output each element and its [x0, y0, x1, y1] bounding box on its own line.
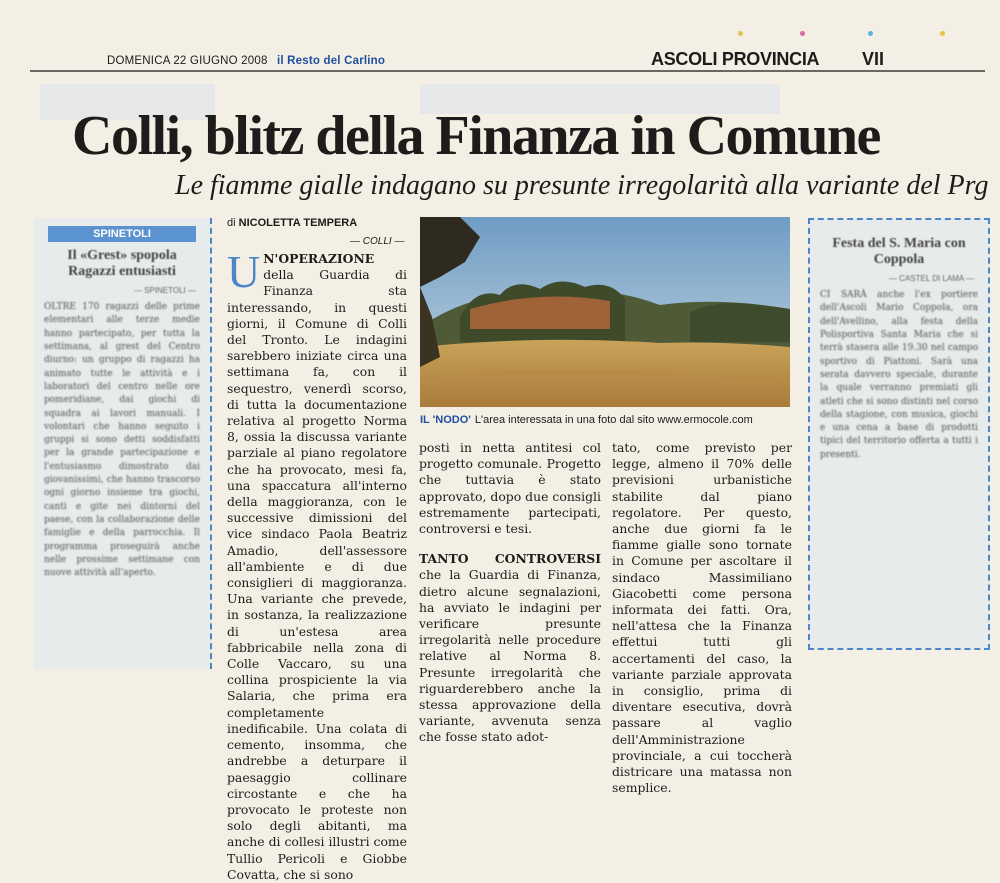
article-text: tato, come previsto per legge, almeno il 70% delle previsioni urbanistiche stabilite dal piano regolatore. Per questo, anche due giorni fa le fiamme gialle sono tornate in Comune per ascoltare il sindaco Massimiliano Giacobetti come persona informata dei fatti. Ora, nell'attesa che la Finanza effettui tutti gli accertamenti del caso, la variante parziale approvata in consiglio, prima di diventare esecutiva, dovrà passare al vaglio dell'Amministrazione provinciale, a cui toccherà districare una matassa non semplice.: [612, 440, 792, 796]
sidebar-text: CI SARÀ anche l'ex portiere dell'Ascoli Mario Coppola, ora dell'Avellino, alla festa della Polisportiva Santa Maria che si terrà stasera alle 19.30 nel campo sportivo di Piattoni. Sarà una serata davvero speciale, durante la quale verranno premiati gli atleti che si sono distinti nel corso della stagione, con musica, giochi e una cena a base di prodotti tipici del territorio offerta a tutti i presenti.: [820, 290, 978, 460]
byline-prefix: di: [227, 217, 236, 229]
byline: [227, 217, 357, 229]
sidebar-left: [34, 218, 212, 669]
sidebar-dateline: — CASTEL DI LAMA —: [888, 274, 974, 284]
sidebar-right: [808, 218, 990, 650]
registration-mark: [940, 31, 945, 36]
page-number: VII: [862, 49, 885, 69]
subheadline: Le fiamme gialle indagano su presunte irregolarità alla variante del Prg: [175, 170, 989, 201]
article-column-1: [227, 246, 407, 883]
sidebar-headline: Il «Grest» spopola Ragazzi entusiasti: [67, 248, 177, 280]
photo-caption: [420, 414, 753, 426]
drop-cap: U: [227, 246, 261, 297]
article-column-2: [419, 440, 601, 746]
registration-mark: [868, 31, 873, 36]
issue-date: DOMENICA 22 GIUGNO 2008: [107, 55, 268, 67]
caption-label: IL 'NODO': [420, 414, 471, 426]
dateline: — COLLI —: [350, 236, 405, 247]
newspaper-name: il Resto del Carlino: [276, 55, 386, 67]
article-column-3: [612, 440, 792, 796]
landscape-photo: [420, 217, 790, 407]
headline: Colli, blitz della Finanza in Comune: [72, 105, 880, 167]
article-text: che la Guardia di Finanza, dietro alcune segnalazioni, ha avviato le indagini per verificare presunte irregolarità nelle procedure relative al Norma 8. Presunte irregolarità che riguarderebbero anche la stessa approvazione della variante, avvenuta senza che fosse stato adot-: [419, 567, 601, 745]
article-text: della Guardia di Finanza sta interessando, in questi giorni, il Comune di Colli del Tronto. Le indagini sarebbero iniziate circa una settimana fa, con il sequestro, venerdì scorso, di tutta la documentazione relativa al progetto Norma 8, ossia la discussa variante parziale al piano regolatore che ha provocato, mesi fa, una spaccatura all'interno della maggioranza, con le successive dimissioni del vice sindaco Paola Beatriz Amadio, dell'assessore all'ambiente e di due consiglieri di maggioranza. Una variante che prevede, in sostanza, la realizzazione di un'estesa area fabbricabile nella zona di Colle Vaccaro, su una collina prospiciente la via Salaria, che prima era completamente inedificabile. Una colata di cemento, insomma, che andrebbe a deturpare il paesaggio collinare circostante e che ha provocato le proteste non solo degli abitanti, ma anche di collesi illustri come Tullio Pericoli e Giobbe Covatta, che si sono: [227, 267, 407, 882]
registration-mark: [738, 31, 743, 36]
lead-in: N'OPERAZIONE: [263, 251, 375, 266]
article-photo: [420, 217, 790, 407]
page-header: [107, 55, 385, 67]
lead-in: TANTO CONTROVERSI: [419, 551, 601, 567]
caption-text: L'area interessata in una foto dal sito www.ermocole.com: [474, 414, 753, 426]
sidebar-text: OLTRE 170 ragazzi delle prime elementari alle terze medie hanno partecipato, per tutta la settimana, al grest del Centro diurno: un gruppo di ragazzi ha animato tutte le attività e i laboratori del centro nelle ore pomeridiane, dai giochi di squadra ai lavori manuali. I volontari che hanno seguito i gruppi si sono detti soddisfatti per la grande partecipazione e l'entusiasmo dimostrato dai giovanissimi, che hanno trascorso ogni giorno insieme tra giochi, canti e gite nei dintorni del paese, con la collaborazione delle famiglie e della parrocchia. Il programma proseguirà anche nelle prossime settimane con nuove attività all'aperto.: [44, 302, 200, 579]
article-text: posti in netta antitesi col progetto comunale. Progetto che tuttavia è stato approvato, dopo due consigli estremamente partecipati, controversi e tesi.: [419, 440, 601, 537]
registration-mark: [800, 31, 805, 36]
sidebar-headline: Festa del S. Maria con Coppola: [832, 236, 966, 268]
section-name: ASCOLI PROVINCIA: [651, 49, 820, 69]
sidebar-dateline: — SPINETOLI —: [133, 286, 196, 296]
byline-author: NICOLETTA TEMPERA: [238, 217, 358, 229]
header-rule: [30, 70, 985, 72]
sidebar-kicker: SPINETOLI: [48, 226, 196, 242]
